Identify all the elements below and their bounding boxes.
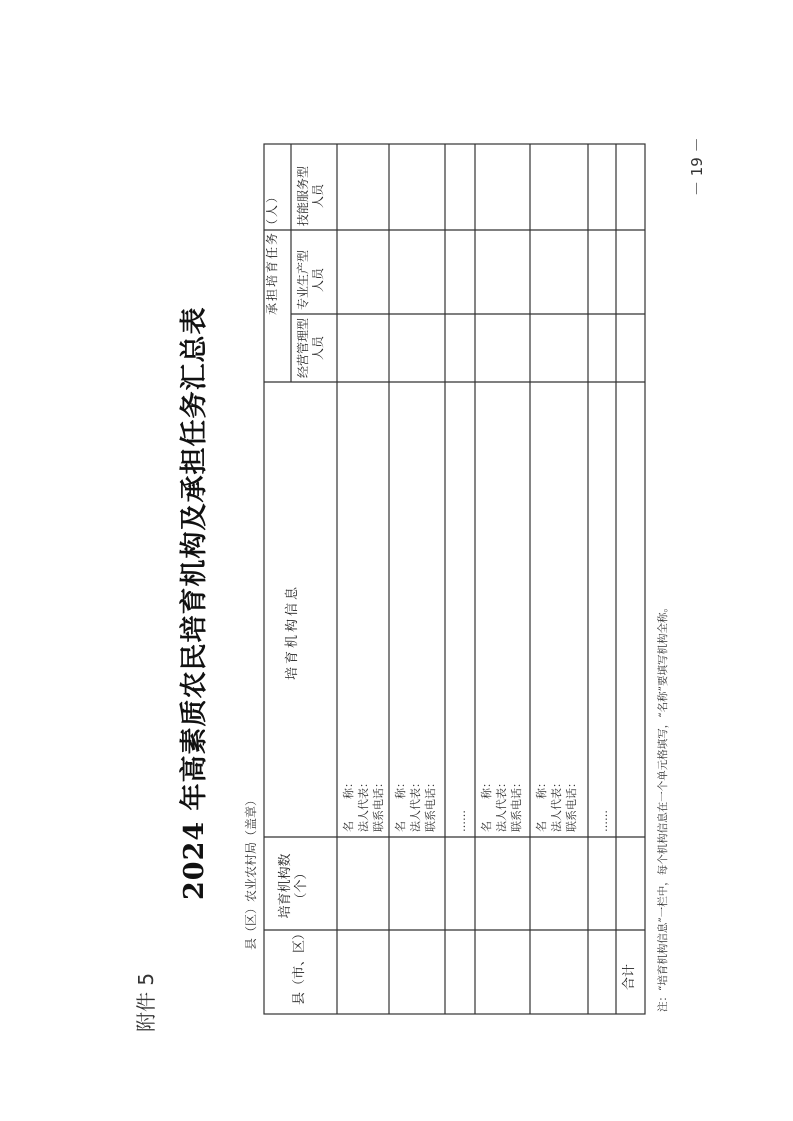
task-col-management: 经营管理型人员 — [296, 317, 325, 378]
org-field-phone: 联系电话： — [372, 777, 385, 832]
org-field-phone: 联系电话： — [510, 777, 523, 832]
ellipsis-text: …… — [597, 810, 610, 832]
document-title: 2024 年高素质农民培育机构及承担任务汇总表 — [179, 306, 210, 900]
org-field-legal-rep: 法人代表： — [409, 777, 422, 832]
annex-label: 附件 5 — [134, 972, 158, 1032]
unit-line: 县（区）农业农村局（盖章） — [244, 793, 258, 950]
org-fields-block — [341, 777, 386, 832]
org-field-legal-rep: 法人代表： — [495, 777, 508, 832]
org-fields-block — [479, 777, 524, 832]
org-count-header — [278, 842, 311, 922]
org-count-header-label: 培育机构数（个） — [278, 853, 310, 919]
page-number: － 19 － — [688, 137, 706, 196]
org-field-phone: 联系电话： — [424, 777, 437, 832]
org-fields-block — [534, 777, 579, 832]
footnote: 注：“培育机构信息”一栏中，每个机构信息在一个单元格填写，“名称”要填写机构全称。 — [657, 602, 669, 1012]
total-label: 合计 — [622, 963, 637, 990]
org-field-name: 名 称： — [535, 777, 548, 832]
org-field-legal-rep: 法人代表： — [357, 777, 370, 832]
org-field-name: 名 称： — [480, 777, 493, 832]
org-info-header: 培育机构信息 — [285, 583, 300, 680]
org-field-legal-rep: 法人代表： — [550, 777, 563, 832]
task-group-header: 承担培育任务（人） — [265, 188, 279, 315]
task-col-production: 专业生产型人员 — [296, 249, 325, 310]
org-field-name: 名 称： — [394, 777, 407, 832]
county-header: 县（市、区） — [292, 926, 307, 1005]
org-field-phone: 联系电话： — [565, 777, 578, 832]
ellipsis-text: …… — [455, 810, 468, 832]
org-field-name: 名 称： — [342, 777, 355, 832]
org-fields-block — [393, 777, 438, 832]
task-col-skill-service: 技能服务型人员 — [296, 165, 325, 226]
